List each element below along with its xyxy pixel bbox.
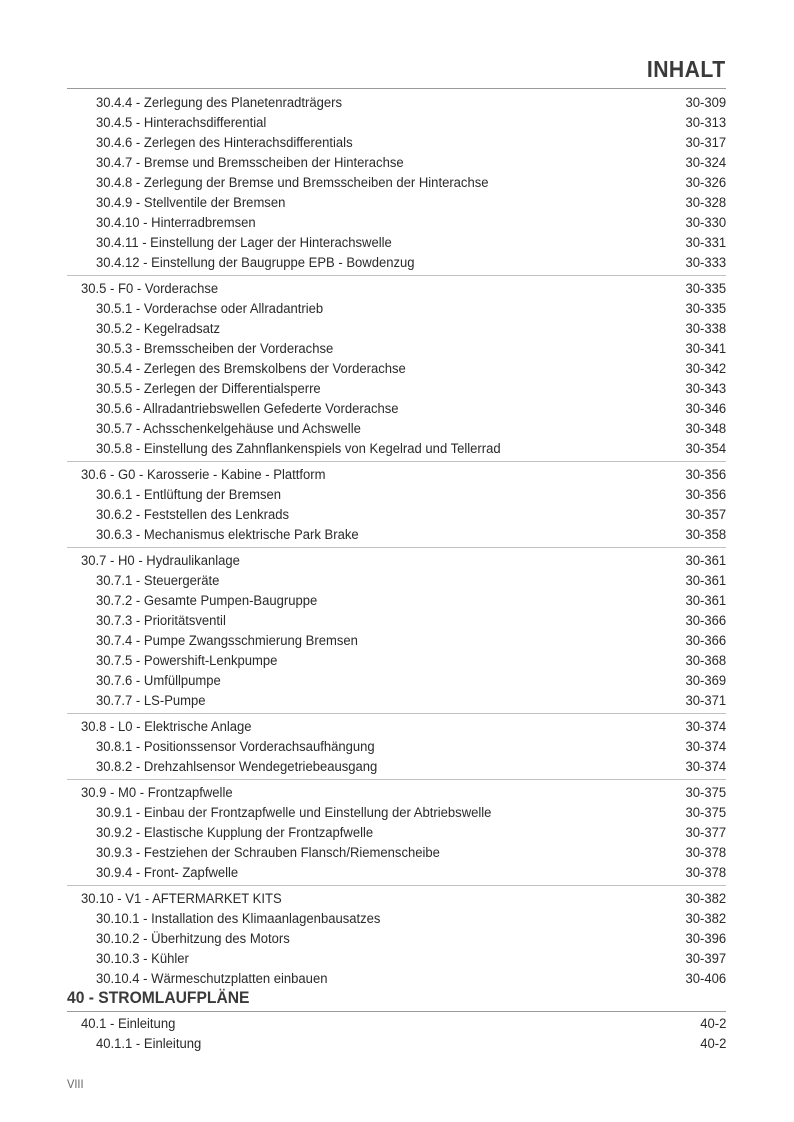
toc-entry[interactable] [67, 1014, 726, 1034]
toc-entry[interactable] [67, 339, 726, 359]
toc-entry-title: 30.4.7 - Bremse und Bremsscheiben der Hinterachse [96, 155, 404, 171]
toc-entry-title: 30.7.5 - Powershift-Lenkpumpe [96, 653, 278, 669]
toc-entry-title: 30.7.3 - Prioritätsventil [96, 613, 226, 629]
toc-entry-title: 30.4.9 - Stellventile der Bremsen [96, 195, 286, 211]
chapter-40-entries [67, 1014, 726, 1054]
toc-entry[interactable] [67, 439, 726, 459]
toc-entry-page: 30-378 [685, 865, 726, 881]
toc-entry[interactable] [67, 93, 726, 113]
toc-entry[interactable] [67, 671, 726, 691]
toc-entry-page: 30-346 [685, 401, 726, 417]
toc-entry-page: 30-335 [685, 301, 726, 317]
toc-entry-page: 30-343 [685, 381, 726, 397]
toc-entry-page: 30-358 [685, 527, 726, 543]
toc-entry-page: 30-328 [685, 195, 726, 211]
toc-entry-page: 30-366 [685, 633, 726, 649]
toc-entry[interactable] [67, 419, 726, 439]
toc-entry-title: 30.5.7 - Achsschenkelgehäuse und Achswelle [96, 421, 361, 437]
toc-entry[interactable] [67, 173, 726, 193]
toc-entry-title: 30.5.2 - Kegelradsatz [96, 321, 221, 337]
toc-entry-page: 30-326 [685, 175, 726, 191]
toc-entry-page: 30-338 [685, 321, 726, 337]
toc-entry-page: 30-377 [685, 825, 726, 841]
toc-entry[interactable] [67, 949, 726, 969]
toc-section [67, 783, 726, 886]
toc-entry-title: 30.6.1 - Entlüftung der Bremsen [96, 487, 282, 503]
toc-entry-page: 30-371 [685, 693, 726, 709]
toc-entry[interactable] [67, 133, 726, 153]
toc-entry[interactable] [67, 591, 726, 611]
toc-entry-title: 30.5.5 - Zerlegen der Differentialsperre [96, 381, 321, 397]
toc-entry-page: 30-309 [685, 95, 726, 111]
toc-entry-title: 30.9 - M0 - Frontzapfwelle [81, 785, 233, 801]
toc-entry-title: 30.6.3 - Mechanismus elektrische Park Brake [96, 527, 359, 543]
toc-entry-page: 30-382 [685, 911, 726, 927]
toc-entry-title: 30.5.6 - Allradantriebswellen Gefederte Vorderachse [96, 401, 399, 417]
toc-entry[interactable] [67, 319, 726, 339]
toc-entry-title: 30.4.11 - Einstellung der Lager der Hinterachswelle [96, 235, 392, 251]
toc-entry-page: 30-366 [685, 613, 726, 629]
toc-entry[interactable] [67, 525, 726, 545]
toc-entry[interactable] [67, 551, 726, 571]
toc-entry-title: 30.4.4 - Zerlegung des Planetenradträgers [96, 95, 342, 111]
toc-entry[interactable] [67, 651, 726, 671]
toc-entry[interactable] [67, 465, 726, 485]
toc-entry[interactable] [67, 571, 726, 591]
toc-entry-page: 40-2 [699, 1016, 726, 1032]
toc-entry-title: 30.9.4 - Front- Zapfwelle [96, 865, 239, 881]
toc-entry-page: 30-369 [685, 673, 726, 689]
toc-entry-page: 30-361 [685, 553, 726, 569]
toc-entry-title: 30.5.8 - Einstellung des Zahnflankenspiels von Kegelrad und Tellerrad [96, 441, 501, 457]
toc-entry-title: 40.1 - Einleitung [81, 1016, 176, 1032]
toc-entry[interactable] [67, 153, 726, 173]
toc-entry-page: 30-397 [685, 951, 726, 967]
toc-entry-page: 30-333 [685, 255, 726, 271]
toc-entry[interactable] [67, 193, 726, 213]
toc-entry-page: 30-313 [685, 115, 726, 131]
toc-entry[interactable] [67, 863, 726, 883]
header-rule [67, 88, 726, 89]
toc-entry-title: 30.8 - L0 - Elektrische Anlage [81, 719, 252, 735]
toc-entry-title: 30.4.8 - Zerlegung der Bremse und Bremsscheiben der Hinterachse [96, 175, 489, 191]
toc-section [67, 889, 726, 991]
toc-entry[interactable] [67, 399, 726, 419]
toc-entry-page: 30-331 [685, 235, 726, 251]
toc-entry-title: 30.4.5 - Hinterachsdifferential [96, 115, 267, 131]
toc-entry[interactable] [67, 889, 726, 909]
toc-entry-page: 30-368 [685, 653, 726, 669]
toc-entry[interactable] [67, 691, 726, 711]
toc-entry-title: 30.6.2 - Feststellen des Lenkrads [96, 507, 289, 523]
toc-entry-page: 30-361 [685, 573, 726, 589]
toc-section [67, 279, 726, 462]
toc-entry-page: 30-354 [685, 441, 726, 457]
toc-entry-page: 30-335 [685, 281, 726, 297]
chapter-rule [67, 1011, 726, 1012]
toc-entry-title: 30.8.2 - Drehzahlsensor Wendegetriebeausgang [96, 759, 378, 775]
toc-entry[interactable] [67, 505, 726, 525]
toc-entry[interactable] [67, 929, 726, 949]
toc-entry-page: 30-374 [685, 719, 726, 735]
toc-section [67, 551, 726, 714]
toc-entry[interactable] [67, 823, 726, 843]
toc-entry-page: 30-378 [685, 845, 726, 861]
toc-entry-page: 30-342 [685, 361, 726, 377]
toc-entry[interactable] [67, 359, 726, 379]
toc-entry-page: 30-396 [685, 931, 726, 947]
toc-entry-title: 30.7.7 - LS-Pumpe [96, 693, 206, 709]
toc-entry-title: 30.5.4 - Zerlegen des Bremskolbens der Vorderachse [96, 361, 406, 377]
toc-entry-title: 30.4.10 - Hinterradbremsen [96, 215, 256, 231]
toc-section [67, 93, 726, 276]
toc-entry-title: 30.7.4 - Pumpe Zwangsschmierung Bremsen [96, 633, 358, 649]
toc-entry-title: 30.9.3 - Festziehen der Schrauben Flansch/Riemenscheibe [96, 845, 440, 861]
toc-entry[interactable] [67, 113, 726, 133]
toc-entry-title: 30.10.3 - Kühler [96, 951, 189, 967]
toc-entry-page: 30-374 [685, 759, 726, 775]
toc-entry[interactable] [67, 631, 726, 651]
toc-entry-title: 30.5 - F0 - Vorderachse [81, 281, 219, 297]
toc-entry-page: 30-375 [685, 785, 726, 801]
toc-entry[interactable] [67, 213, 726, 233]
toc-entry-page: 30-317 [685, 135, 726, 151]
toc-entry-page: 30-324 [685, 155, 726, 171]
toc-entry-title: 30.6 - G0 - Karosserie - Kabine - Plattform [81, 467, 326, 483]
toc-entry[interactable] [67, 485, 726, 505]
toc-entry-page: 30-330 [685, 215, 726, 231]
toc-entry[interactable] [67, 843, 726, 863]
toc-entry-page: 30-356 [685, 467, 726, 483]
toc-entry[interactable] [67, 737, 726, 757]
toc-section [67, 717, 726, 780]
toc-entry-title: 40.1.1 - Einleitung [96, 1036, 202, 1052]
toc-entry-page: 30-341 [685, 341, 726, 357]
toc-entry-title: 30.5.3 - Bremsscheiben der Vorderachse [96, 341, 334, 357]
toc-entry-page: 30-361 [685, 593, 726, 609]
toc-entry[interactable] [67, 909, 726, 929]
toc-entry[interactable] [67, 803, 726, 823]
toc-entry-page: 30-348 [685, 421, 726, 437]
toc-entry-title: 30.4.12 - Einstellung der Baugruppe EPB - Bowdenzug [96, 255, 415, 271]
toc-entry-title: 30.8.1 - Positionssensor Vorderachsaufhängung [96, 739, 375, 755]
toc-entry-page: 30-357 [685, 507, 726, 523]
chapter-heading: 40 - STROMLAUFPLÄNE [67, 988, 250, 1007]
toc-entry-page: 30-375 [685, 805, 726, 821]
toc-entry-title: 30.9.1 - Einbau der Frontzapfwelle und Einstellung der Abtriebswelle [96, 805, 492, 821]
toc-entry-title: 30.4.6 - Zerlegen des Hinterachsdifferentials [96, 135, 353, 151]
toc-entry-title: 30.5.1 - Vorderachse oder Allradantrieb [96, 301, 324, 317]
table-of-contents [67, 93, 726, 994]
toc-entry-title: 30.10.2 - Überhitzung des Motors [96, 931, 290, 947]
toc-entry[interactable] [67, 969, 726, 989]
toc-entry[interactable] [67, 233, 726, 253]
toc-entry[interactable] [67, 783, 726, 803]
toc-entry-title: 30.7.1 - Steuergeräte [96, 573, 220, 589]
toc-entry-title: 30.10.4 - Wärmeschutzplatten einbauen [96, 971, 328, 987]
toc-entry-title: 30.7.6 - Umfüllpumpe [96, 673, 221, 689]
toc-entry[interactable] [67, 757, 726, 777]
toc-entry[interactable] [67, 717, 726, 737]
toc-entry-title: 30.10.1 - Installation des Klimaanlagenbausatzes [96, 911, 381, 927]
toc-entry-page: 30-374 [685, 739, 726, 755]
toc-entry-page: 30-382 [685, 891, 726, 907]
toc-entry-page: 30-356 [685, 487, 726, 503]
page-number: VIII [67, 1077, 84, 1091]
toc-entry-title: 30.9.2 - Elastische Kupplung der Frontzapfwelle [96, 825, 374, 841]
toc-entry-title: 30.10 - V1 - AFTERMARKET KITS [81, 891, 282, 907]
toc-entry[interactable] [67, 279, 726, 299]
toc-entry[interactable] [67, 379, 726, 399]
page-title: INHALT [647, 56, 726, 82]
toc-entry[interactable] [67, 299, 726, 319]
toc-entry[interactable] [67, 1034, 726, 1054]
toc-entry[interactable] [67, 611, 726, 631]
toc-entry[interactable] [67, 253, 726, 273]
toc-entry-title: 30.7.2 - Gesamte Pumpen-Baugruppe [96, 593, 318, 609]
toc-section [67, 465, 726, 548]
toc-entry-title: 30.7 - H0 - Hydraulikanlage [81, 553, 240, 569]
toc-entry-page: 30-406 [685, 971, 726, 987]
toc-entry-page: 40-2 [699, 1036, 726, 1052]
